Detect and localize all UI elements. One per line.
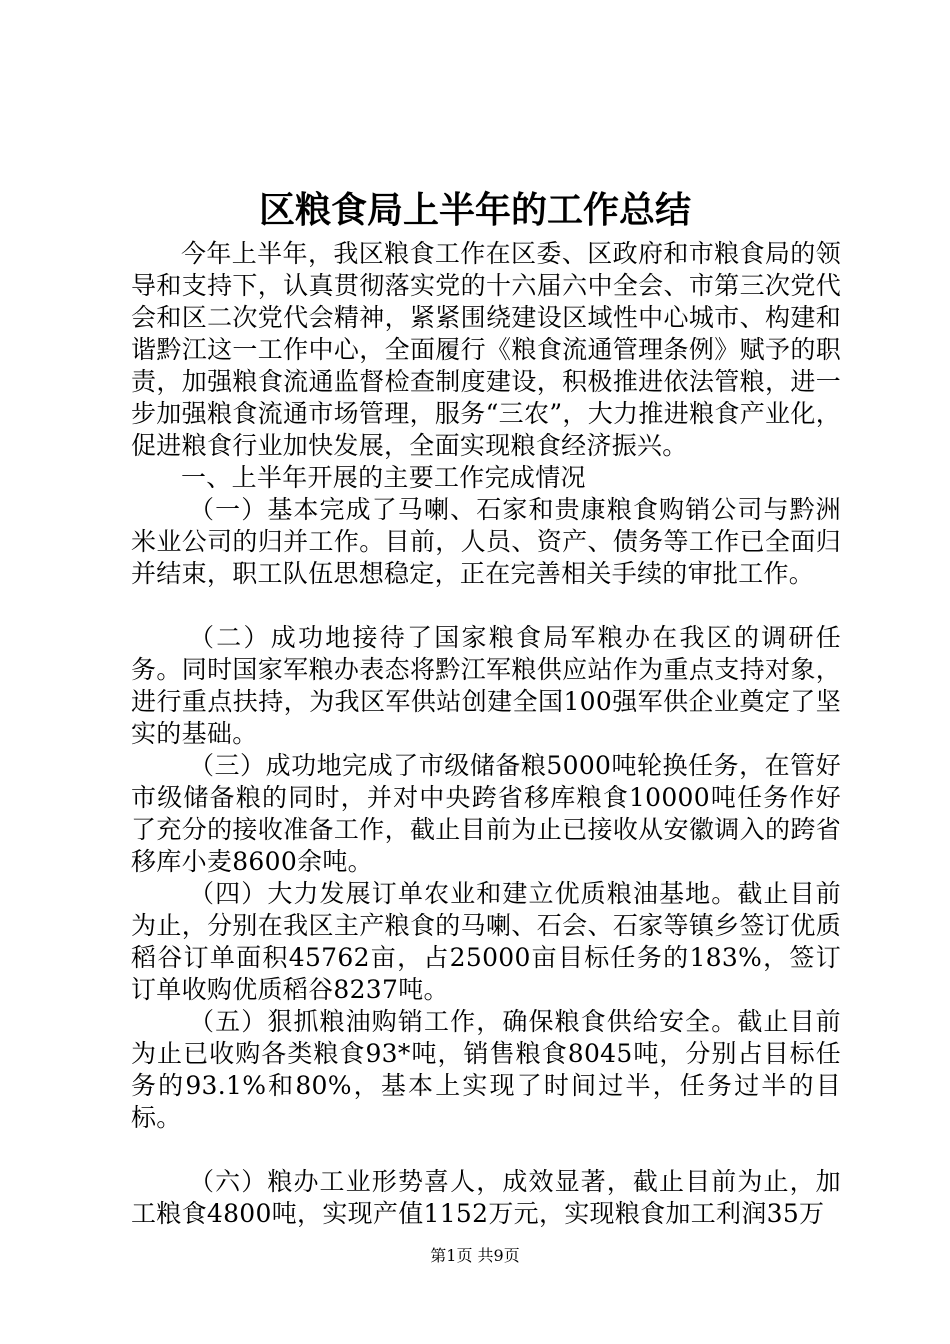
item-paragraph-3: （三）成功地完成了市级储备粮5000吨轮换任务，在管好市级储备粮的同时，并对中央跨省移库粮食10000吨任务作好了充分的接收准备工作，截止目前为止已接收从安徽调入的跨省移库小麦8600余吨。 bbox=[131, 751, 841, 876]
intro-paragraph: 今年上半年，我区粮食工作在区委、区政府和市粮食局的领导和支持下，认真贯彻落实党的十六届六中全会、市第三次党代会和区二次党代会精神，紧紧围绕建设区域性中心城市、构建和谐黔江这一工作中心，全面履行《粮食流通管理条例》赋予的职责，加强粮食流通监督检查制度建设，积极推进依法管粮，进一步加强粮食流通市场管理，服务“三农”，大力推进粮食产业化，促进粮食行业加快发展，全面实现粮食经济振兴。 bbox=[131, 239, 841, 460]
document-body bbox=[131, 238, 841, 1230]
item-paragraph-2: （二）成功地接待了国家粮食局军粮办在我区的调研任务。同时国家军粮办表态将黔江军粮供应站作为重点支持对象，进行重点扶持，为我区军供站创建全国100强军供企业奠定了坚实的基础。 bbox=[131, 623, 841, 748]
item-paragraph-5: （五）狠抓粮油购销工作，确保粮食供给安全。截止目前为止已收购各类粮食93*吨，销售粮食8045吨，分别占目标任务的93.1%和80%，基本上实现了时间过半，任务过半的目标。 bbox=[131, 1007, 841, 1132]
section-heading: 一、上半年开展的主要工作完成情况 bbox=[181, 463, 586, 492]
item-paragraph-4: （四）大力发展订单农业和建立优质粮油基地。截止目前为止，分别在我区主产粮食的马喇、石会、石家等镇乡签订优质稻谷订单面积45762亩，占25000亩目标任务的183%，签订订单收购优质稻谷8237吨。 bbox=[131, 879, 841, 1004]
item-paragraph-1: （一）基本完成了马喇、石家和贵康粮食购销公司与黔洲米业公司的归并工作。目前，人员、资产、债务等工作已全面归并结束，职工队伍思想稳定，正在完善相关手续的审批工作。 bbox=[131, 495, 841, 588]
item-paragraph-6: （六）粮办工业形势喜人，成效显著，截止目前为止，加工粮食4800吨，实现产值1152万元，实现粮食加工利润35万 bbox=[131, 1167, 841, 1228]
page-number-footer: 第1页 共9页 bbox=[430, 1246, 520, 1265]
document-title: 区粮食局上半年的工作总结 bbox=[258, 189, 691, 231]
